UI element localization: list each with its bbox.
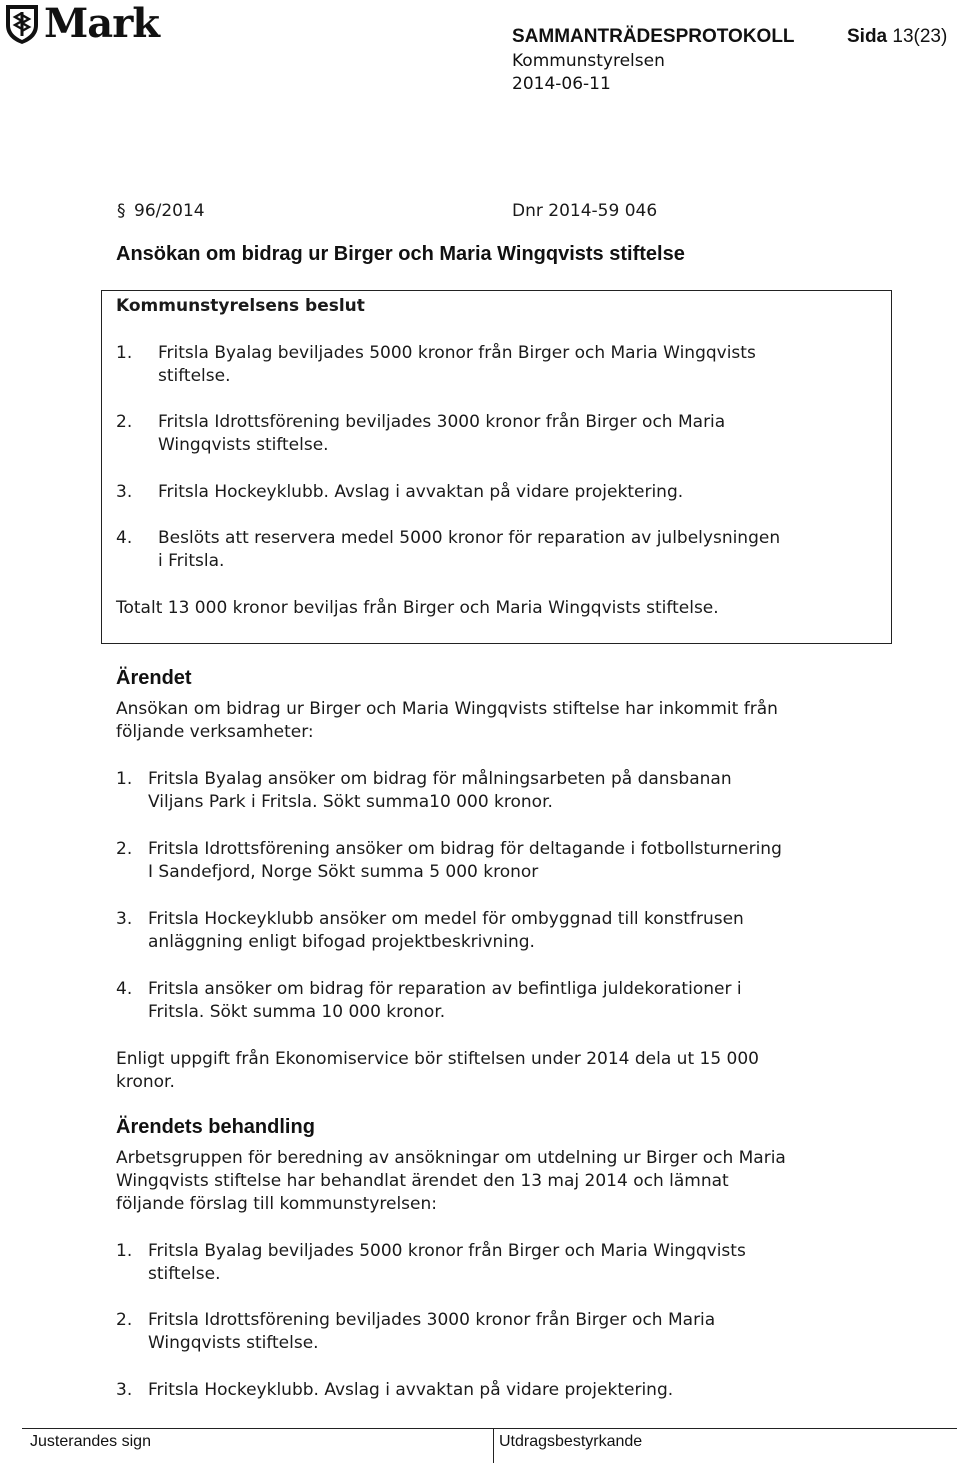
behandling-item-1-line-1: Fritsla Byalag beviljades 5000 kronor från Birger och Maria Wingqvists [148, 1241, 746, 1261]
logo-wordmark: Mark [44, 0, 159, 47]
decision-item-3-line-1: Fritsla Hockeyklubb. Avslag i avvaktan på vidare projektering. [158, 482, 684, 502]
document-type-title: SAMMANTRÄDESPROTOKOLL [512, 26, 795, 47]
item-title: Ansökan om bidrag ur Birger och Maria Wingqvists stiftelse [116, 243, 685, 265]
behandling-intro-line-3: följande förslag till kommunstyrelsen: [116, 1194, 437, 1214]
behandling-intro-line-2: Wingqvists stiftelse har behandlat ärendet den 13 maj 2014 och lämnat [116, 1171, 729, 1191]
committee-name: Kommunstyrelsen [512, 51, 665, 71]
decision-item-1-line-1: Fritsla Byalag beviljades 5000 kronor från Birger och Maria Wingqvists [158, 343, 756, 363]
decision-item-4-line-1: Beslöts att reservera medel 5000 kronor för reparation av julbelysningen [158, 528, 781, 548]
page-number: 13(23) [892, 26, 948, 47]
arendet-item-2-line-1: Fritsla Idrottsförening ansöker om bidrag för deltagande i fotbollsturnering [148, 839, 782, 859]
coat-of-arms-icon [4, 3, 40, 45]
diary-number: Dnr 2014-59 046 [512, 201, 658, 221]
arendet-intro-line-2: följande verksamheter: [116, 722, 314, 742]
economy-note-line-2: kronor. [116, 1072, 175, 1092]
arendet-heading: Ärendet [116, 667, 192, 689]
behandling-heading: Ärendets behandling [116, 1116, 315, 1138]
municipality-logo [4, 2, 184, 46]
decision-item-3-num: 3. [116, 482, 133, 502]
decision-item-2-line-2: Wingqvists stiftelse. [158, 435, 329, 455]
arendet-item-1-line-2: Viljans Park i Fritsla. Sökt summa10 000 kronor. [148, 792, 553, 812]
decision-item-2-line-1: Fritsla Idrottsförening beviljades 3000 kronor från Birger och Maria [158, 412, 726, 432]
arendet-intro-line-1: Ansökan om bidrag ur Birger och Maria Wingqvists stiftelse har inkommit från [116, 699, 778, 719]
decision-item-4-num: 4. [116, 528, 133, 548]
meeting-date: 2014-06-11 [512, 74, 611, 94]
behandling-item-3-num: 3. [116, 1380, 133, 1400]
page-label: Sida [847, 26, 888, 47]
behandling-item-1-num: 1. [116, 1241, 133, 1261]
footer-divider [22, 1428, 957, 1429]
decision-item-4-line-2: i Fritsla. [158, 551, 225, 571]
economy-note-line-1: Enligt uppgift från Ekonomiservice bör stiftelsen under 2014 dela ut 15 000 [116, 1049, 759, 1069]
behandling-item-2-line-2: Wingqvists stiftelse. [148, 1333, 319, 1353]
arendet-item-3-num: 3. [116, 909, 133, 929]
paragraph-sign: § [117, 201, 126, 221]
arendet-item-3-line-2: anläggning enligt bifogad projektbeskrivning. [148, 932, 535, 952]
behandling-item-1-line-2: stiftelse. [148, 1264, 221, 1284]
arendet-item-1-num: 1. [116, 769, 133, 789]
arendet-item-1-line-1: Fritsla Byalag ansöker om bidrag för målningsarbeten på dansbanan [148, 769, 732, 789]
arendet-item-4-line-2: Fritsla. Sökt summa 10 000 kronor. [148, 1002, 446, 1022]
arendet-item-2-num: 2. [116, 839, 133, 859]
decision-item-1-num: 1. [116, 343, 133, 363]
behandling-item-2-num: 2. [116, 1310, 133, 1330]
decision-total: Totalt 13 000 kronor beviljas från Birger och Maria Wingqvists stiftelse. [116, 598, 719, 618]
decision-item-1-line-2: stiftelse. [158, 366, 231, 386]
page-indicator [847, 26, 947, 48]
behandling-intro-line-1: Arbetsgruppen för beredning av ansökningar om utdelning ur Birger och Maria [116, 1148, 786, 1168]
extract-certification-label: Utdragsbestyrkande [499, 1433, 643, 1450]
decision-item-2-num: 2. [116, 412, 133, 432]
arendet-item-2-line-2: I Sandefjord, Norge Sökt summa 5 000 kronor [148, 862, 539, 882]
arendet-item-4-line-1: Fritsla ansöker om bidrag för reparation av befintliga juldekorationer i [148, 979, 742, 999]
decision-heading: Kommunstyrelsens beslut [116, 296, 365, 316]
behandling-item-2-line-1: Fritsla Idrottsförening beviljades 3000 kronor från Birger och Maria [148, 1310, 716, 1330]
item-number: 96/2014 [134, 201, 205, 221]
arendet-item-4-num: 4. [116, 979, 133, 999]
footer-column-divider [493, 1428, 494, 1463]
arendet-item-3-line-1: Fritsla Hockeyklubb ansöker om medel för ombyggnad till konstfrusen [148, 909, 744, 929]
signature-label: Justerandes sign [30, 1433, 151, 1450]
behandling-item-3-line-1: Fritsla Hockeyklubb. Avslag i avvaktan på vidare projektering. [148, 1380, 674, 1400]
